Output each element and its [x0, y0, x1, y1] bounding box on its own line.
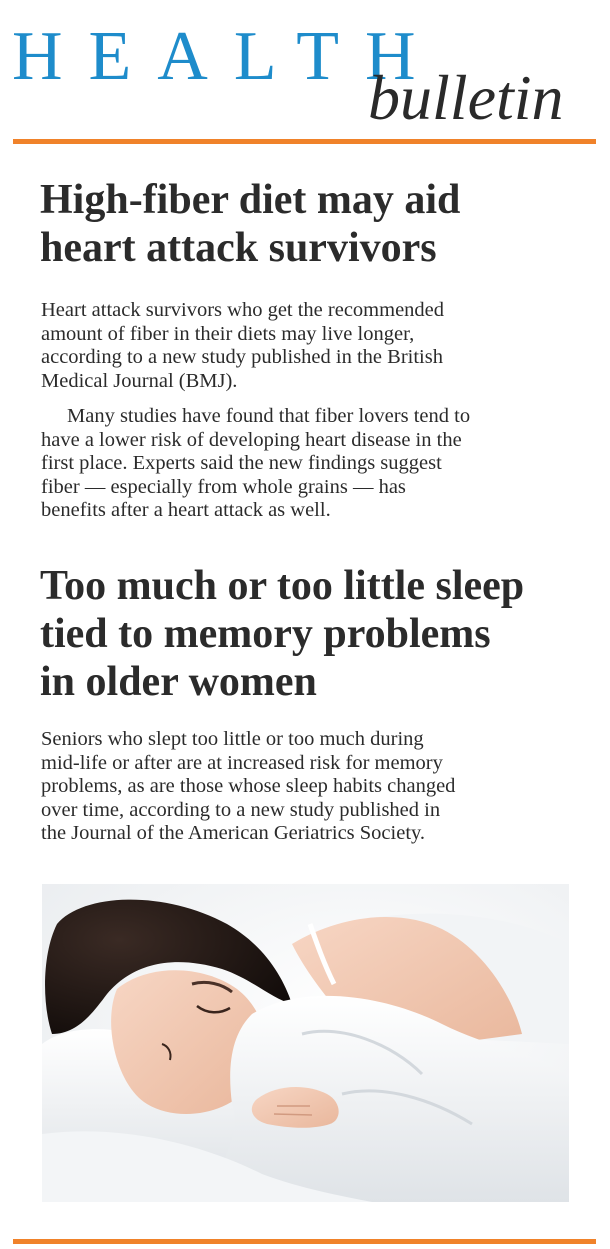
article-2-headline-line: Too much or too little sleep	[40, 563, 525, 609]
text-line: according to a new study published in the British	[41, 346, 443, 368]
text-line: benefits after a heart attack as well.	[41, 499, 331, 521]
text-line: amount of fiber in their diets may live longer,	[41, 322, 415, 345]
masthead-bulletin-subtitle: bulletin	[368, 62, 564, 133]
top-orange-rule	[13, 139, 596, 144]
article-1-headline-line: heart attack survivors	[40, 225, 437, 271]
text-line: Many studies have found that fiber lovers tend to	[67, 405, 471, 427]
text-line: Seniors who slept too little or too much during	[41, 728, 424, 750]
article-1-paragraph-2	[41, 405, 581, 523]
text-line: Medical Journal (BMJ).	[41, 369, 238, 392]
article-1-headline	[40, 176, 580, 272]
sleeping-woman-photo	[42, 884, 569, 1202]
masthead-health-title: HEALTH	[12, 18, 442, 95]
sleeping-woman-illustration	[42, 884, 569, 1202]
masthead	[0, 0, 610, 150]
text-line: first place. Experts said the new findings suggest	[41, 452, 442, 474]
article-2-paragraph-1	[41, 728, 581, 846]
text-line: fiber — especially from whole grains — has	[41, 475, 406, 498]
article-2-headline-line: tied to memory problems	[40, 611, 491, 657]
text-line: the Journal of the American Geriatrics Society.	[41, 822, 426, 844]
text-line: have a lower risk of developing heart disease in the	[41, 428, 462, 451]
article-2-headline-line: in older women	[40, 659, 317, 705]
bottom-orange-rule	[13, 1239, 596, 1244]
text-line: problems, as are those whose sleep habits changed	[41, 775, 456, 797]
article-1-paragraph-1	[41, 299, 581, 393]
text-line: over time, according to a new study published in	[41, 798, 441, 821]
text-line: mid-life or after are at increased risk for memory	[41, 751, 443, 774]
article-2-headline	[40, 562, 580, 706]
article-1-headline-line: High-fiber diet may aid	[40, 177, 461, 223]
text-line: Heart attack survivors who get the recommended	[41, 299, 445, 321]
